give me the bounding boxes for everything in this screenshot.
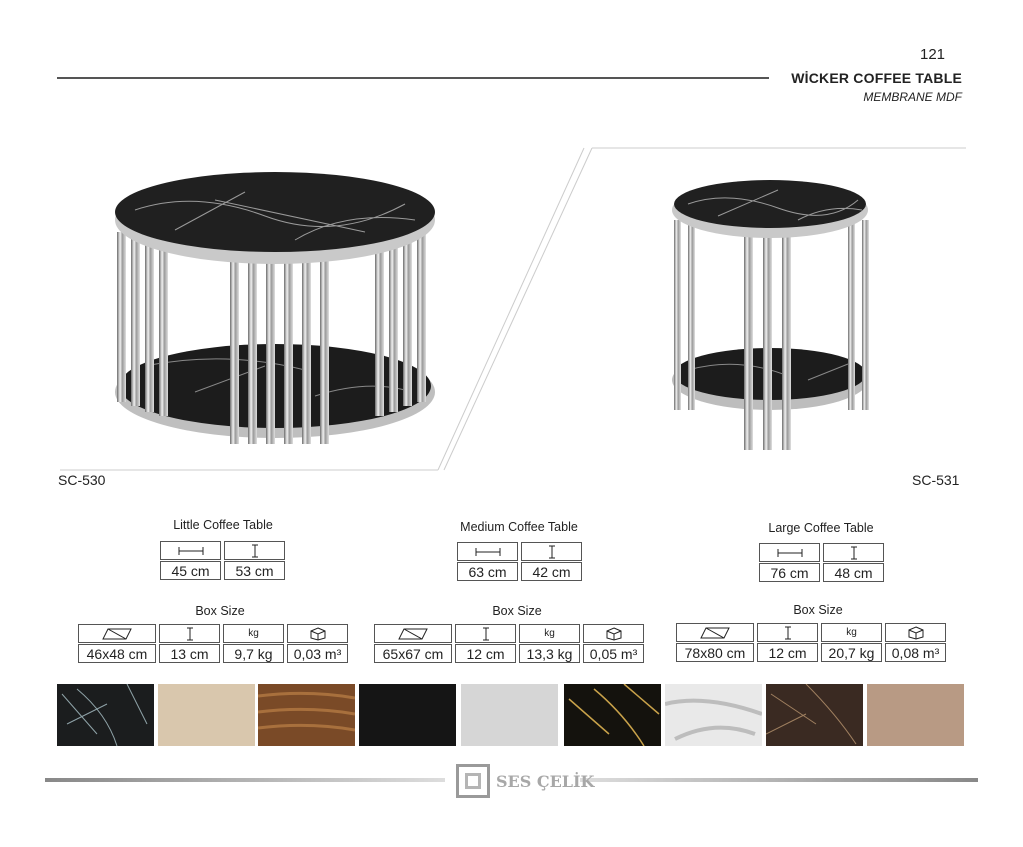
height-icon [159, 624, 220, 643]
product-code-sc-530: SC-530 [58, 472, 106, 488]
cube-icon [287, 624, 348, 643]
brand-logo-icon [456, 764, 490, 798]
page-subtitle: MEMBRANE MDF [863, 90, 962, 104]
swatch-cappuccino[interactable] [867, 684, 964, 746]
height-icon [455, 624, 516, 643]
height-icon [521, 542, 582, 561]
brand-name: SES ÇELİK [496, 772, 595, 791]
large-box-size [673, 622, 949, 663]
footer-bar-left [45, 778, 445, 782]
medium-box-volume: 0,05 m³ [583, 644, 644, 663]
product-code-sc-531: SC-531 [912, 472, 960, 488]
box-dimension-icon [78, 624, 156, 643]
medium-box-title: Box Size [492, 604, 542, 618]
little-box-volume: 0,03 m³ [287, 644, 348, 663]
large-box-title: Box Size [793, 603, 843, 617]
medium-table-width: 63 cm [457, 562, 518, 581]
large-box-height: 12 cm [757, 643, 818, 662]
width-arrow-icon [160, 541, 221, 560]
large-table-title: Large Coffee Table [768, 521, 874, 535]
large-table-height: 48 cm [823, 563, 884, 582]
little-box-dimensions: 46x48 cm [78, 644, 156, 663]
box-dimension-icon [676, 623, 754, 642]
large-box-dimensions: 78x80 cm [676, 643, 754, 662]
width-arrow-icon [759, 543, 820, 562]
medium-box-size [371, 623, 647, 664]
large-table-width: 76 cm [759, 563, 820, 582]
medium-box-dimensions: 65x67 cm [374, 644, 452, 663]
swatch-walnut-wood[interactable] [258, 684, 355, 746]
page-number: 121 [920, 46, 946, 63]
cube-icon [583, 624, 644, 643]
swatch-black-gold-marble[interactable] [564, 684, 661, 746]
product-image-sc-531 [668, 180, 878, 452]
product-image-sc-530 [105, 170, 445, 450]
weight-label: kg [223, 624, 284, 643]
little-table-title: Little Coffee Table [173, 518, 273, 532]
height-icon [224, 541, 285, 560]
weight-label: kg [821, 623, 882, 642]
medium-box-height: 12 cm [455, 644, 516, 663]
medium-table-title: Medium Coffee Table [460, 520, 578, 534]
swatch-black-texture[interactable] [359, 684, 456, 746]
little-box-weight: 9,7 kg [223, 644, 284, 663]
little-box-title: Box Size [195, 604, 245, 618]
swatch-white-marble[interactable] [665, 684, 762, 746]
height-icon [757, 623, 818, 642]
little-table-width: 45 cm [160, 561, 221, 580]
swatch-beige-marble[interactable] [158, 684, 255, 746]
box-dimension-icon [374, 624, 452, 643]
height-icon [823, 543, 884, 562]
medium-box-weight: 13,3 kg [519, 644, 580, 663]
swatch-black-marble[interactable] [57, 684, 154, 746]
little-table-dimensions [157, 540, 288, 581]
medium-table-dimensions [454, 541, 585, 582]
weight-label: kg [519, 624, 580, 643]
swatch-light-grey[interactable] [461, 684, 558, 746]
medium-table-height: 42 cm [521, 562, 582, 581]
page-title: WİCKER COFFEE TABLE [791, 70, 962, 86]
large-box-weight: 20,7 kg [821, 643, 882, 662]
little-box-height: 13 cm [159, 644, 220, 663]
little-box-size [75, 623, 351, 664]
large-table-dimensions [756, 542, 887, 583]
large-box-volume: 0,08 m³ [885, 643, 946, 662]
footer-bar-right [580, 778, 978, 782]
swatch-emperador-marble[interactable] [766, 684, 863, 746]
little-table-height: 53 cm [224, 561, 285, 580]
width-arrow-icon [457, 542, 518, 561]
cube-icon [885, 623, 946, 642]
